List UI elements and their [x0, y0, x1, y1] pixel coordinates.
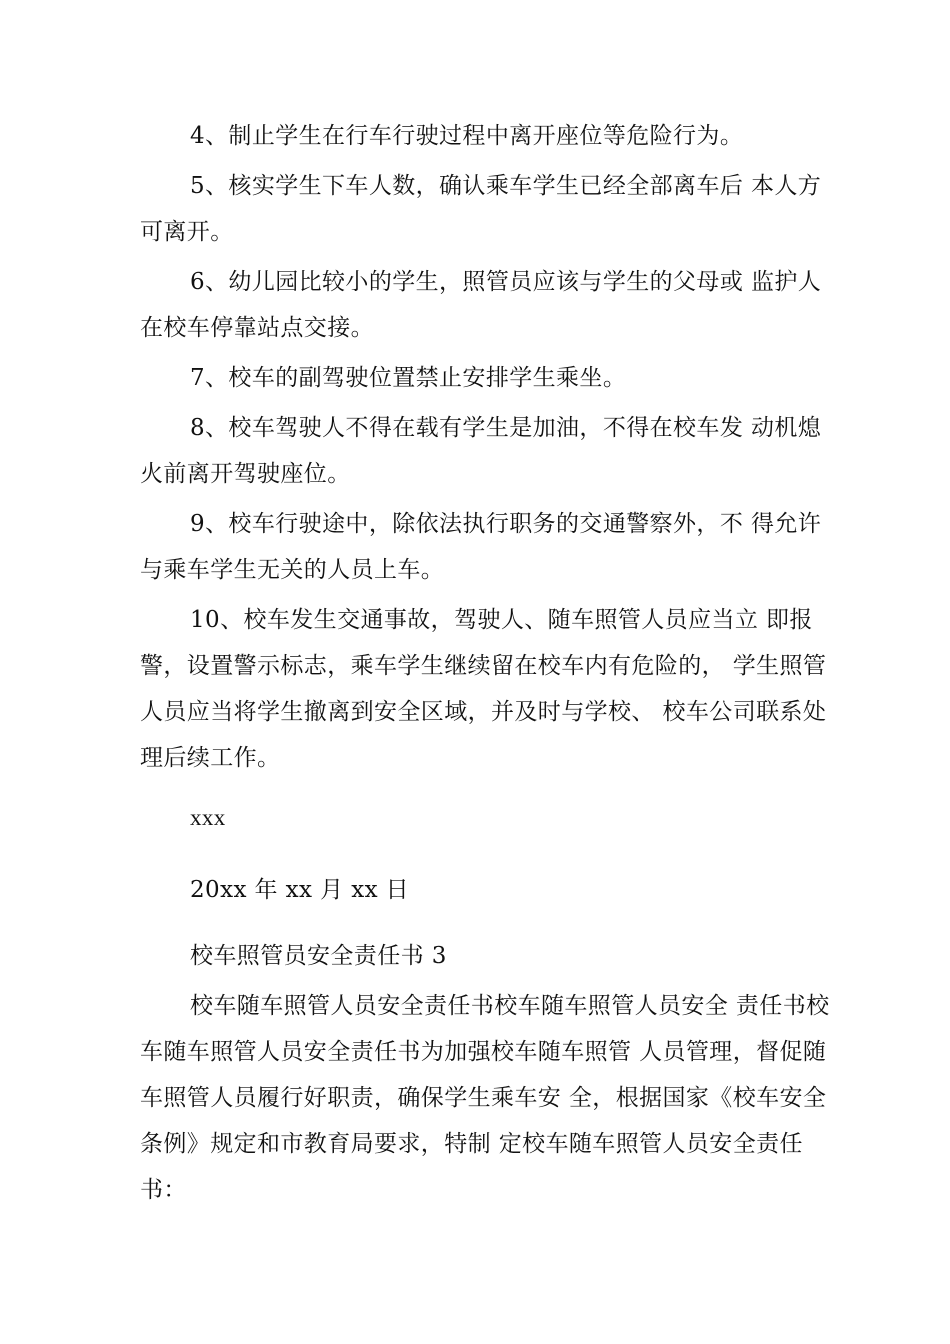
paragraph-item-10: 10、校车发生交通事故，驾驶人、随车照管人员应当立 即报警，设置警示标志，乘车学生继续留在校车内有危险的， 学生照管人员应当将学生撤离到安全区域，并及时与学校、 校车公司联系处理后续工作。 [140, 607, 827, 771]
signature-name: xxx [190, 805, 226, 830]
signature-date: 20xx 年 xx 月 xx 日 [190, 877, 410, 903]
paragraph-item-5: 5、核实学生下车人数，确认乘车学生已经全部离车后 本人方可离开。 [140, 173, 822, 245]
paragraph-item-9: 9、校车行驶途中，除依法执行职务的交通警察外，不 得允许与乘车学生无关的人员上车。 [140, 511, 822, 583]
section-title: 校车照管员安全责任书 3 [190, 943, 447, 969]
intro-paragraph: 校车随车照管人员安全责任书校车随车照管人员安全 责任书校车随车照管人员安全责任书为加强校车随车照管 人员管理，督促随车照管人员履行好职责，确保学生乘车安 全，根据国家《校车安全条例》规定和市教育局要求，特制 定校车随车照管人员安全责任书： [140, 993, 830, 1203]
paragraph-item-6: 6、幼儿园比较小的学生，照管员应该与学生的父母或 监护人在校车停靠站点交接。 [140, 269, 822, 341]
paragraph-item-8: 8、校车驾驶人不得在载有学生是加油，不得在校车发 动机熄火前离开驾驶座位。 [140, 415, 822, 487]
paragraph-item-7: 7、校车的副驾驶位置禁止安排学生乘坐。 [190, 365, 627, 391]
paragraph-item-4: 4、制止学生在行车行驶过程中离开座位等危险行为。 [190, 123, 744, 149]
